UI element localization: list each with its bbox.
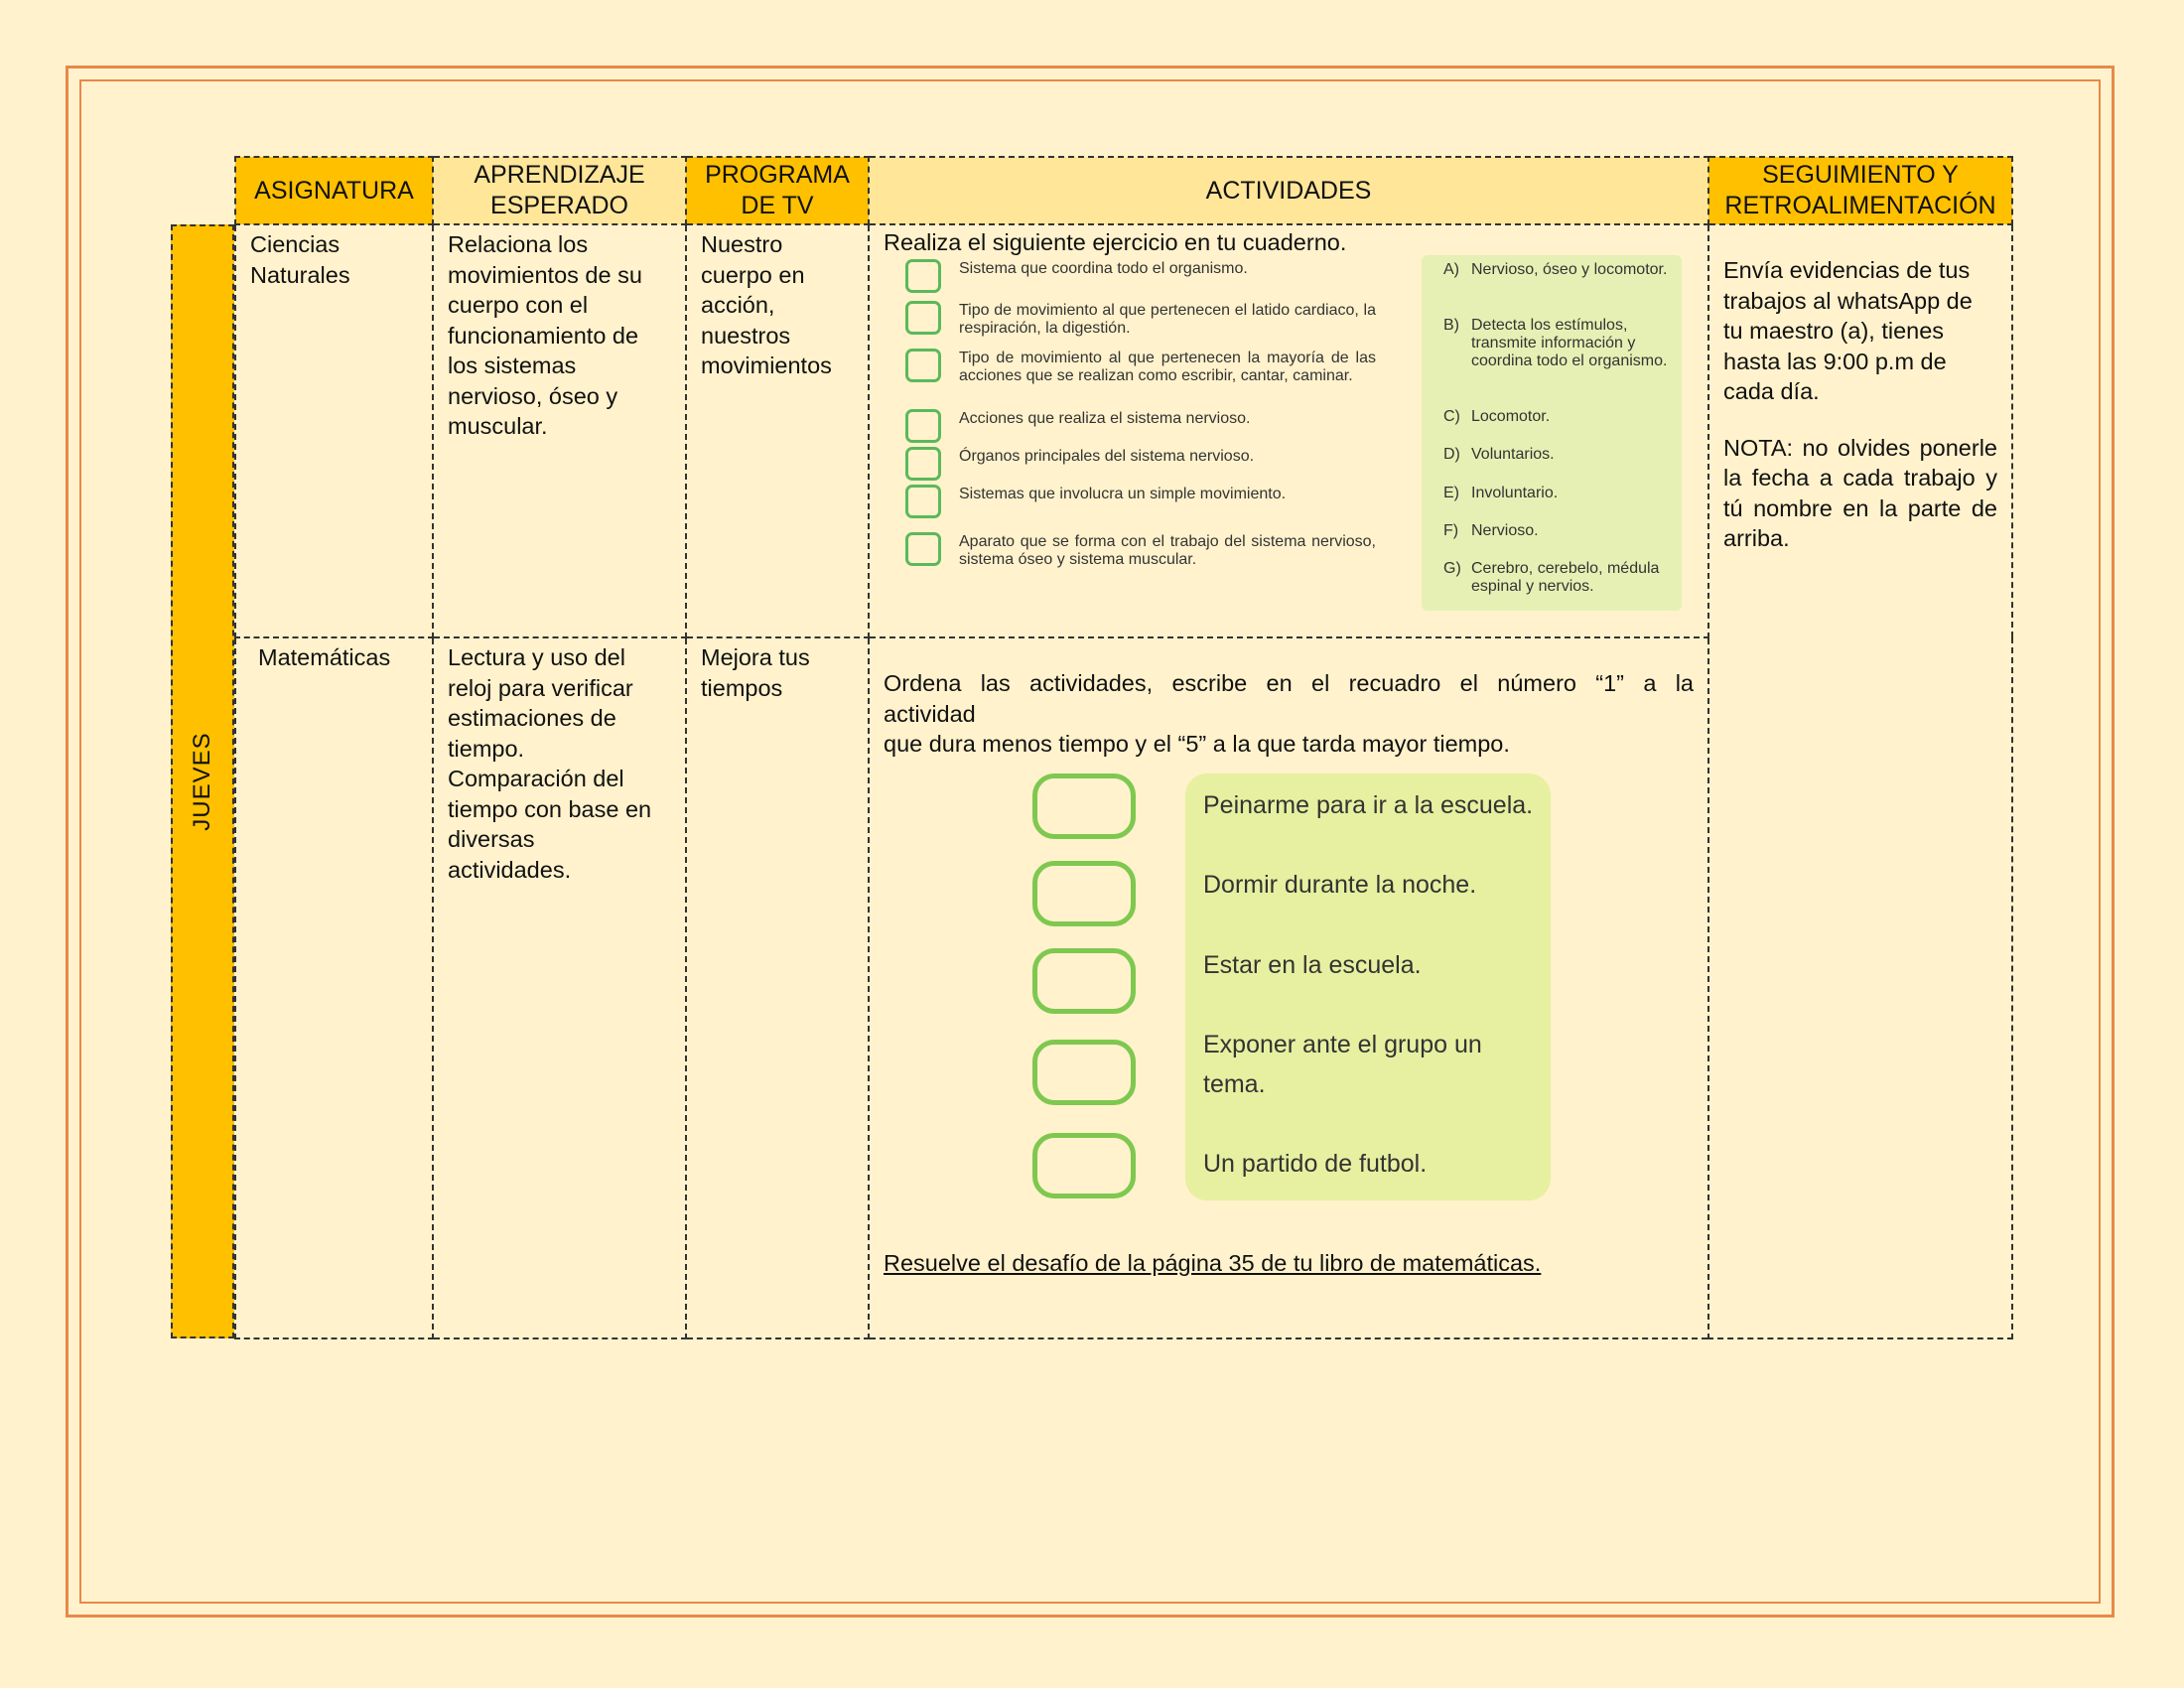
activities-panel [1185,774,1551,1200]
seguimiento-text: Envía evidencias de tus trabajos al whatsApp de tu maestro (a), tienes hasta las 9:00 p.m de cada día. [1723,257,1973,404]
answer-box[interactable] [905,349,941,382]
row-ciencias [235,224,2012,637]
order-box[interactable] [1032,948,1136,1014]
activity-item: Dormir durante la noche. [1203,871,1477,899]
matematicas-instruction: Ordena las actividades, escribe en el recuadro el número “1” a la actividad que dura menos tiempo y el “5” a la que tarda mayor tiempo. [884,670,1694,757]
header-row [235,157,2012,224]
activity-item: Estar en la escuela. [1203,951,1422,979]
option: D) Voluntarios. [1443,446,1555,463]
matematicas-programa: Mejora tus tiempos [686,637,869,1338]
activity-item: Un partido de futbol. [1203,1150,1428,1178]
header-aprendizaje: APRENDIZAJE ESPERADO [433,157,686,224]
ciencias-instruction: Realiza el siguiente ejercicio en tu cuaderno. [884,229,1347,255]
answer-box[interactable] [905,409,941,443]
option: A) Nervioso, óseo y locomotor. [1443,261,1668,278]
lesson-plan-table [234,156,2013,1339]
answer-box[interactable] [905,301,941,335]
option: B) Detecta los estímulos, transmite información y coordina todo el organismo. [1443,317,1668,369]
ciencias-subject: Ciencias Naturales [235,224,433,637]
header-programa: PROGRAMA DE TV [686,157,869,224]
order-box[interactable] [1032,774,1136,839]
option: E) Involuntario. [1443,485,1559,501]
ciencias-actividades: Realiza el siguiente ejercicio en tu cuaderno. Sistema que coordina todo el organismo. Tipo de movimiento al que pertenecen el latido cardiaco, la respiración, la digestión. Tipo de movimiento al que pertenecen la mayoría de las acciones que se realizan como escribir, cantar, caminar. Acciones que realiza el sistema nervioso. Órganos principales del sistema nervioso. Sistemas que involucra un simple movimiento. Aparato que se forma con el trabajo del sistema nervioso, sistema óseo y sistema muscular. A) Nervioso, óseo y locomotor. B) Detecta los estímulos, transmite información y coordina todo el organismo. C) Locomotor. D) Voluntarios. E) Involuntario. F) Nervioso. G) Cerebro, cerebelo, médula espinal y nervios. [869,224,1708,637]
option: G) Cerebro, cerebelo, médula espinal y nervios. [1443,560,1660,595]
seguimiento-note: NOTA: no olvides ponerle la fecha a cada trabajo y tú nombre en la parte de arriba. [1723,434,1997,551]
matematicas-subject: Matemáticas [235,637,433,1338]
activity-item: Exponer ante el grupo un tema. [1203,1031,1482,1098]
day-label-text: JUEVES [189,732,215,831]
activity-item: Peinarme para ir a la escuela. [1203,791,1534,819]
seguimiento-cell [1708,224,2012,1338]
order-box[interactable] [1032,1040,1136,1105]
order-box[interactable] [1032,861,1136,926]
answer-box[interactable] [905,447,941,481]
ciencias-aprendizaje: Relaciona los movimientos de su cuerpo con el funcionamiento de los sistemas nervioso, óseo y muscular. [433,224,686,637]
options-panel [1422,255,1682,611]
answer-box[interactable] [905,532,941,566]
ciencias-programa: Nuestro cuerpo en acción, nuestros movimientos [686,224,869,637]
answer-box[interactable] [905,485,941,518]
answer-box[interactable] [905,259,941,293]
header-seguimiento: SEGUIMIENTO Y RETROALIMENTACIÓN [1708,157,2012,224]
header-actividades: ACTIVIDADES [869,157,1708,224]
resolve-instruction: Resuelve el desafío de la página 35 de tu libro de matemáticas. [884,1250,1542,1276]
matematicas-aprendizaje: Lectura y uso del reloj para verificar estimaciones de tiempo. Comparación del tiempo con base en diversas actividades. [433,637,686,1338]
matematicas-actividades [869,637,1708,1338]
header-asignatura: ASIGNATURA [235,157,433,224]
option: C) Locomotor. [1443,408,1551,425]
order-box[interactable] [1032,1133,1136,1198]
option: F) Nervioso. [1443,522,1539,539]
day-label [171,224,234,1338]
